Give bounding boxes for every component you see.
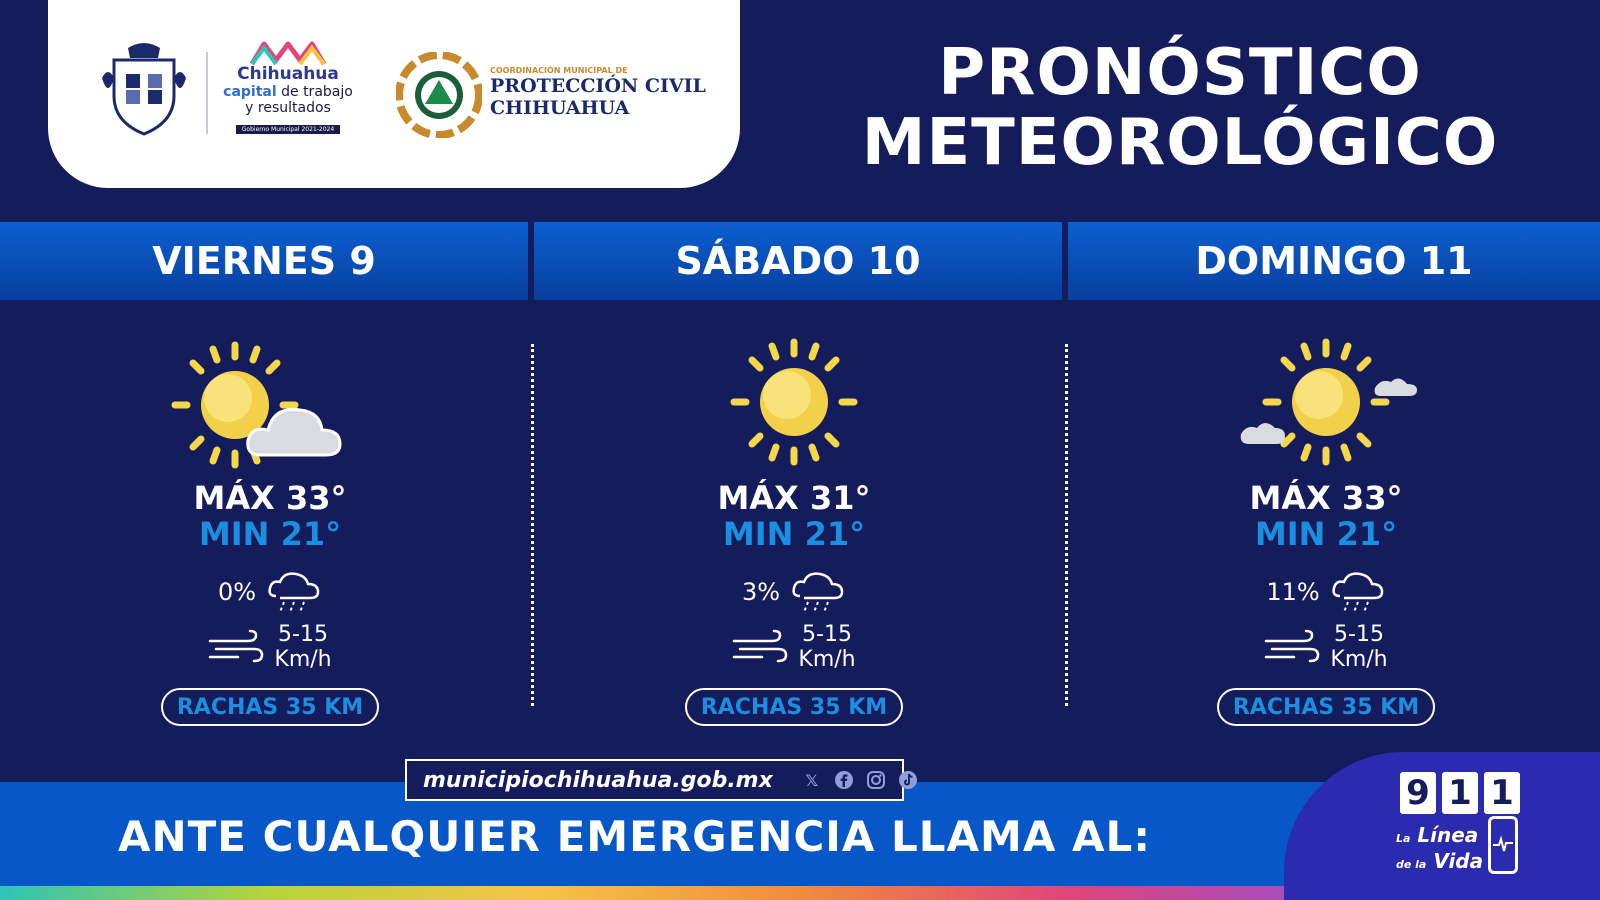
wind-icon <box>1264 629 1320 665</box>
rain-cloud-icon <box>790 570 846 614</box>
forecast-day-1 <box>10 330 530 730</box>
pc-line1: PROTECCIÓN CIVIL <box>490 75 706 97</box>
linea-de-la-vida-label: La Línea de la Vida <box>1396 823 1484 873</box>
emergency-digit: 1 <box>1484 772 1520 814</box>
emergency-digit: 9 <box>1400 772 1436 814</box>
wind-speed: 5-15 <box>278 622 328 647</box>
title-line2: METEOROLÓGICO <box>861 106 1499 180</box>
rain-probability: 0% <box>217 578 257 606</box>
wind-unit: Km/h <box>798 647 856 672</box>
logo-card <box>48 0 740 188</box>
tiktok-icon[interactable] <box>897 769 919 791</box>
phone-icon <box>1488 816 1518 874</box>
page-title <box>780 38 1580 178</box>
title-line1: PRONÓSTICO <box>938 36 1422 110</box>
wind-unit: Km/h <box>1330 647 1388 672</box>
min-temp: MIN 21° <box>198 515 342 553</box>
wind-speed: 5-15 <box>1334 622 1384 647</box>
municipal-coat-of-arms-icon <box>98 38 190 138</box>
min-temp: MIN 21° <box>1254 515 1398 553</box>
wind-unit: Km/h <box>274 647 332 672</box>
max-temp: MÁX 33° <box>1249 479 1403 517</box>
sun-with-small-clouds-icon <box>1231 330 1421 470</box>
emergency-text: ANTE CUALQUIER EMERGENCIA LLAMA AL: <box>118 812 1152 861</box>
chihuahua-logo <box>218 44 358 144</box>
chihuahua-slogan: capital de trabajo <box>223 84 353 100</box>
chihuahua-slogan-line2: y resultados <box>245 100 331 116</box>
pc-line2: CHIHUAHUA <box>490 97 630 119</box>
x-icon[interactable]: 𝕏 <box>805 770 819 790</box>
website-box <box>405 759 904 801</box>
day-header-1: VIERNES 9 <box>0 222 528 300</box>
day-header-2: SÁBADO 10 <box>534 222 1062 300</box>
wind-icon <box>208 629 264 665</box>
wind-speed: 5-15 <box>802 622 852 647</box>
rain-cloud-icon <box>266 570 322 614</box>
rain-cloud-icon <box>1330 570 1386 614</box>
gusts-badge: RACHAS 35 KM <box>161 688 379 726</box>
gusts-badge: RACHAS 35 KM <box>685 688 903 726</box>
emergency-digit: 1 <box>1442 772 1478 814</box>
facebook-icon[interactable] <box>833 769 855 791</box>
rain-probability: 3% <box>741 578 781 606</box>
sun-with-cloud-icon <box>160 330 380 470</box>
proteccion-civil-text <box>490 66 706 119</box>
gusts-badge: RACHAS 35 KM <box>1217 688 1435 726</box>
chihuahua-name: Chihuahua <box>237 64 339 84</box>
rain-probability: 11% <box>1266 578 1320 606</box>
forecast-day-3 <box>1066 330 1586 730</box>
chihuahua-m-logo-icon <box>248 40 328 66</box>
pc-small-label: COORDINACIÓN MUNICIPAL DE <box>490 66 628 75</box>
max-temp: MÁX 33° <box>193 479 347 517</box>
logo-divider <box>206 52 208 134</box>
wind-icon <box>732 629 788 665</box>
emergency-911-badge <box>1284 752 1600 900</box>
min-temp: MIN 21° <box>722 515 866 553</box>
forecast-day-2 <box>534 330 1054 730</box>
gobierno-badge: Gobierno Municipal 2021-2024 <box>236 125 340 134</box>
proteccion-civil-emblem-icon <box>396 52 482 138</box>
instagram-icon[interactable] <box>865 769 887 791</box>
website-link[interactable]: municipiochihuahua.gob.mx <box>423 767 773 793</box>
day-header-3: DOMINGO 11 <box>1068 222 1600 300</box>
sun-icon <box>714 330 874 470</box>
max-temp: MÁX 31° <box>717 479 871 517</box>
